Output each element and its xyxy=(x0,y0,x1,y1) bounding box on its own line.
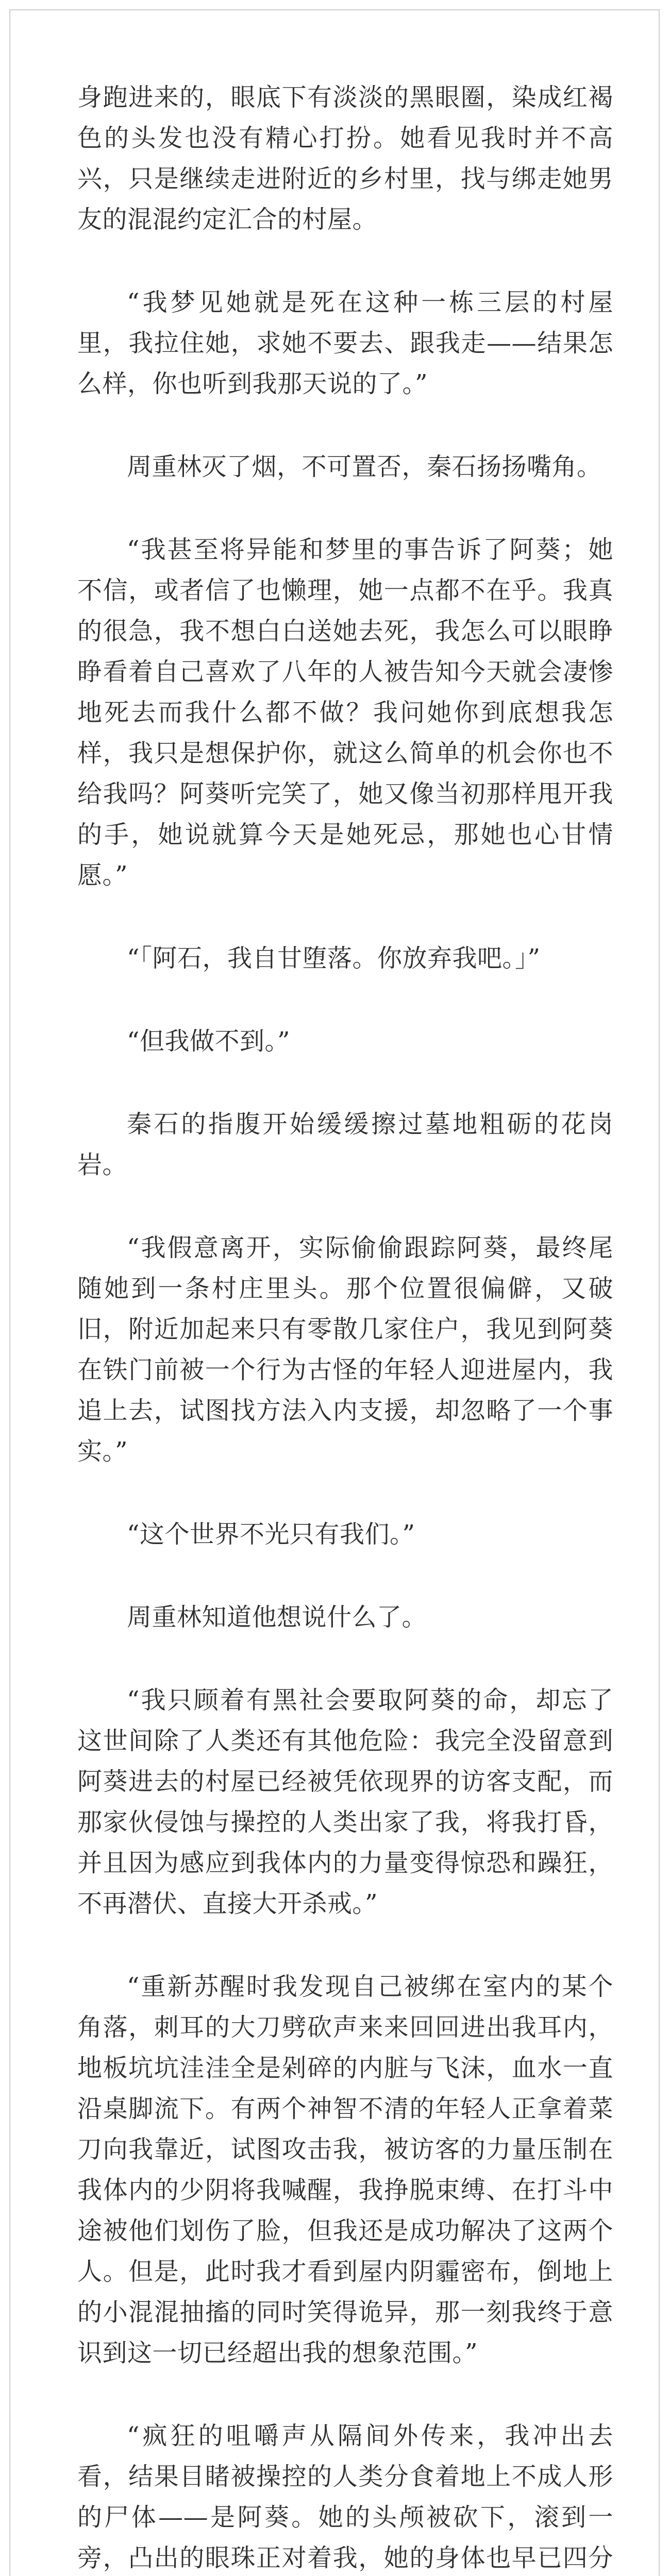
paragraph: “但我做不到。” xyxy=(127,1027,291,1056)
paragraph: 周重林灭了烟，不可置否，秦石扬扬嘴角。 xyxy=(127,452,602,481)
paragraph: 秦石的指腹开始缓缓擦过墓地粗砺的花岗岩。 xyxy=(77,1110,613,1179)
paragraph: “我梦见她就是死在这种一栋三层的村屋里，我拉住她，求她不要去、跟我走——结果怎么样，你也听到我那天说的了。” xyxy=(77,288,613,398)
document-body xyxy=(77,77,613,2576)
paragraph: “我只顾着有黑社会要取阿葵的命，却忘了这世间除了人类还有其他危险：我完全没留意到阿葵进去的村屋已经被凭依现界的访客支配，而那家伙侵蚀与操控的人类出家了我，将我打昏，并且因为感应到我体内的力量变得惊恐和躁狂，不再潜伏、直接大开杀戒。” xyxy=(77,1686,613,1918)
paragraph: “重新苏醒时我发现自己被绑在室内的某个角落，刺耳的大刀劈砍声来来回回进出我耳内，地板坑坑洼洼全是剁碎的内脏与飞沫，血水一直沿桌脚流下。有两个神智不清的年轻人正拿着菜刀向我靠近，试图攻击我，被访客的力量压制在我体内的少阴将我喊醒，我挣脱束缚、在打斗中途被他们划伤了脸，但我还是成功解决了这两个人。但是，此时我才看到屋内阴霾密布，倒地上的小混混抽搐的同时笑得诡异，那一刻我终于意识到这一切已经超出我的想象范围。” xyxy=(77,1972,613,2367)
paragraph: “我甚至将异能和梦里的事告诉了阿葵；她不信，或者信了也懒理，她一点都不在乎。我真的很急，我不想白白送她去死，我怎么可以眼睁睁看着自己喜欢了八年的人被告知今天就会凄惨地死去而我什么都不做？我问她你到底想我怎样，我只是想保护你，就这么简单的机会你也不给我吗？阿葵听完笑了，她又像当初那样甩开我的手，她说就算今天是她死忌，那她也心甘情愿。” xyxy=(77,535,613,890)
paragraph: “这个世界不光只有我们。” xyxy=(127,1520,415,1549)
paragraph: “「阿石，我自甘堕落。你放弃我吧。」” xyxy=(127,944,541,973)
paragraph: 身跑进来的，眼底下有淡淡的黑眼圈，染成红褐色的头发也没有精心打扮。她看见我时并不高兴，只是继续走进附近的乡村里，找与绑走她男友的混混约定汇合的村屋。 xyxy=(77,83,613,234)
paragraph: 周重林知道他想说什么了。 xyxy=(127,1603,427,1632)
paragraph: “疯狂的咀嚼声从隔间外传来，我冲出去看，结果目睹被操控的人类分食着地上不成人形的尸体——是阿葵。她的头颅被砍下，滚到一旁，凸出的眼珠正对着我，她的身体也早已四分 xyxy=(77,2421,613,2572)
document-page xyxy=(9,9,660,2576)
paragraph: “我假意离开，实际偷偷跟踪阿葵，最终尾随她到一条村庄里头。那个位置很偏僻，又破旧，附近加起来只有零散几家住户，我见到阿葵在铁门前被一个行为古怪的年轻人迎进屋内，我追上去，试图找方法入内支援，却忽略了一个事实。” xyxy=(77,1233,613,1466)
